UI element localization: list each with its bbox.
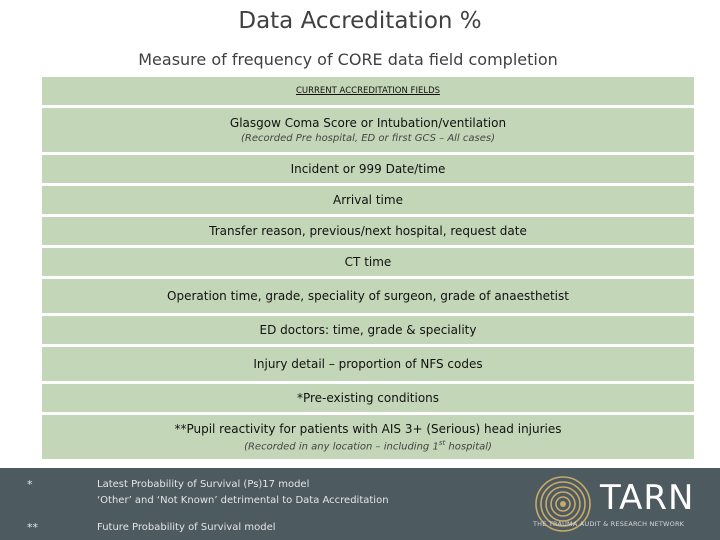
row-label: Arrival time [333,193,403,207]
footnote-mark: * [27,478,33,491]
footnote-text: Future Probability of Survival model [97,522,276,533]
row-label: Injury detail – proportion of NFS codes [253,357,483,371]
accreditation-fields-table [42,77,694,462]
row-label: Operation time, grade, speciality of surgeon, grade of anaesthetist [167,289,569,303]
row-label: ED doctors: time, grade & speciality [259,323,477,337]
page-subtitle: Measure of frequency of CORE data field completion [138,50,558,69]
table-row [42,186,694,214]
footnote-text: Latest Probability of Survival (Ps)17 model ‘Other’ and ‘Not Known’ detrimental to Data Accreditation [97,479,389,506]
table-row [42,415,694,459]
table-row [42,347,694,381]
row-label: **Pupil reactivity for patients with AIS 3+ (Serious) head injuries [174,421,562,436]
table-row [42,384,694,412]
row-label: Incident or 999 Date/time [290,162,446,176]
row-label: CT time [344,255,392,269]
row-label: *Pre-existing conditions [296,391,440,405]
row-note: (Recorded Pre hospital, ED or first GCS – All cases) [241,133,495,144]
row-note: (Recorded in any location – including 1st hospital) [244,438,492,453]
row-label: Glasgow Coma Score or Intubation/ventilation [229,116,507,130]
table-row [42,279,694,313]
table-row [42,155,694,183]
table-row [42,108,694,152]
table-row [42,316,694,344]
table-row [42,217,694,245]
page-title: Data Accreditation % [238,8,482,34]
table-row [42,248,694,276]
brand-name: TARN [600,478,695,518]
brand-tagline: THE TRAUMA AUDIT & RESEARCH NETWORK [533,520,685,528]
footnote-mark: ** [27,521,38,534]
row-label: Transfer reason, previous/next hospital, request date [209,224,527,238]
table-heading: CURRENT ACCREDITATION FIELDS [42,77,694,105]
